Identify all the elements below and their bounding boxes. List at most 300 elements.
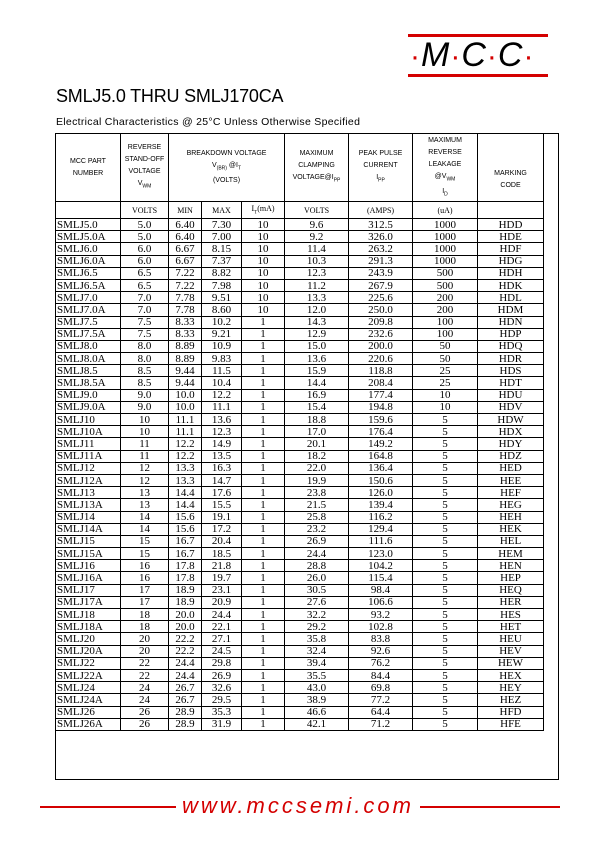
cell-breakdown-max: 13.6 bbox=[202, 414, 242, 426]
cell-standoff-voltage: 8.0 bbox=[121, 340, 169, 352]
cell-marking-code: HEZ bbox=[478, 694, 544, 706]
cell-clamping-voltage: 26.9 bbox=[285, 535, 349, 547]
cell-breakdown-max: 9.83 bbox=[202, 353, 242, 365]
cell-clamping-voltage: 13.3 bbox=[285, 292, 349, 304]
cell-test-current: 10 bbox=[242, 267, 285, 279]
cell-part-number: SMLJ18 bbox=[56, 609, 121, 621]
cell-standoff-voltage: 20 bbox=[121, 645, 169, 657]
cell-reverse-leakage: 5 bbox=[413, 462, 478, 474]
cell-standoff-voltage: 8.5 bbox=[121, 377, 169, 389]
table-row bbox=[56, 499, 544, 511]
cell-standoff-voltage: 9.0 bbox=[121, 401, 169, 413]
cell-part-number: SMLJ7.0A bbox=[56, 304, 121, 316]
cell-test-current: 1 bbox=[242, 316, 285, 328]
cell-marking-code: HDP bbox=[478, 328, 544, 340]
table-row bbox=[56, 523, 544, 535]
cell-peak-pulse-current: 83.8 bbox=[349, 633, 413, 645]
cell-breakdown-max: 16.3 bbox=[202, 462, 242, 474]
cell-clamping-voltage: 32.2 bbox=[285, 609, 349, 621]
cell-marking-code: HEH bbox=[478, 511, 544, 523]
cell-breakdown-max: 26.9 bbox=[202, 669, 242, 681]
table-row bbox=[56, 657, 544, 669]
cell-breakdown-min: 13.3 bbox=[169, 474, 202, 486]
table-row bbox=[56, 255, 544, 267]
cell-reverse-leakage: 5 bbox=[413, 426, 478, 438]
cell-reverse-leakage: 5 bbox=[413, 487, 478, 499]
cell-part-number: SMLJ14 bbox=[56, 511, 121, 523]
cell-part-number: SMLJ13A bbox=[56, 499, 121, 511]
header-breakdown-voltage: BREAKDOWN VOLTAGE $V_{(BR)}$ $@I_T$ (VOLTS) bbox=[169, 134, 285, 202]
cell-test-current: 10 bbox=[242, 255, 285, 267]
cell-clamping-voltage: 35.5 bbox=[285, 669, 349, 681]
cell-part-number: SMLJ20A bbox=[56, 645, 121, 657]
cell-marking-code: HDN bbox=[478, 316, 544, 328]
header-part-number: MCC PART NUMBER bbox=[56, 134, 121, 202]
table-row bbox=[56, 462, 544, 474]
cell-part-number: SMLJ10A bbox=[56, 426, 121, 438]
cell-breakdown-max: 32.6 bbox=[202, 682, 242, 694]
cell-breakdown-max: 9.51 bbox=[202, 292, 242, 304]
cell-peak-pulse-current: 220.6 bbox=[349, 353, 413, 365]
table-row bbox=[56, 511, 544, 523]
cell-clamping-voltage: 29.2 bbox=[285, 621, 349, 633]
cell-peak-pulse-current: 267.9 bbox=[349, 279, 413, 291]
cell-breakdown-min: 20.0 bbox=[169, 621, 202, 633]
cell-breakdown-min: 26.7 bbox=[169, 682, 202, 694]
cell-reverse-leakage: 5 bbox=[413, 584, 478, 596]
cell-marking-code: HER bbox=[478, 596, 544, 608]
cell-test-current: 1 bbox=[242, 609, 285, 621]
cell-marking-code: HEY bbox=[478, 682, 544, 694]
cell-clamping-voltage: 27.6 bbox=[285, 596, 349, 608]
cell-standoff-voltage: 22 bbox=[121, 669, 169, 681]
cell-breakdown-min: 7.78 bbox=[169, 292, 202, 304]
cell-clamping-voltage: 11.2 bbox=[285, 279, 349, 291]
cell-test-current: 1 bbox=[242, 548, 285, 560]
cell-breakdown-min: 6.40 bbox=[169, 231, 202, 243]
cell-standoff-voltage: 8.0 bbox=[121, 353, 169, 365]
logo-text: ·M·C·C· bbox=[410, 36, 535, 74]
unit-part bbox=[56, 202, 121, 219]
cell-standoff-voltage: 9.0 bbox=[121, 389, 169, 401]
cell-standoff-voltage: 22 bbox=[121, 657, 169, 669]
table-row bbox=[56, 340, 544, 352]
cell-marking-code: HDG bbox=[478, 255, 544, 267]
cell-reverse-leakage: 50 bbox=[413, 340, 478, 352]
cell-standoff-voltage: 8.5 bbox=[121, 365, 169, 377]
cell-marking-code: HDH bbox=[478, 267, 544, 279]
cell-marking-code: HDU bbox=[478, 389, 544, 401]
cell-reverse-leakage: 50 bbox=[413, 353, 478, 365]
cell-breakdown-max: 22.1 bbox=[202, 621, 242, 633]
cell-peak-pulse-current: 243.9 bbox=[349, 267, 413, 279]
cell-test-current: 1 bbox=[242, 669, 285, 681]
cell-peak-pulse-current: 312.5 bbox=[349, 219, 413, 231]
cell-part-number: SMLJ8.0A bbox=[56, 353, 121, 365]
cell-breakdown-min: 18.9 bbox=[169, 584, 202, 596]
cell-test-current: 1 bbox=[242, 401, 285, 413]
cell-peak-pulse-current: 225.6 bbox=[349, 292, 413, 304]
cell-marking-code: HES bbox=[478, 609, 544, 621]
cell-test-current: 10 bbox=[242, 279, 285, 291]
cell-clamping-voltage: 32.4 bbox=[285, 645, 349, 657]
cell-part-number: SMLJ24 bbox=[56, 682, 121, 694]
cell-reverse-leakage: 10 bbox=[413, 401, 478, 413]
cell-peak-pulse-current: 98.4 bbox=[349, 584, 413, 596]
cell-part-number: SMLJ14A bbox=[56, 523, 121, 535]
cell-reverse-leakage: 5 bbox=[413, 523, 478, 535]
header-row bbox=[56, 134, 544, 202]
cell-breakdown-min: 9.44 bbox=[169, 365, 202, 377]
cell-reverse-leakage: 5 bbox=[413, 682, 478, 694]
cell-marking-code: HEN bbox=[478, 560, 544, 572]
cell-part-number: SMLJ10 bbox=[56, 414, 121, 426]
cell-clamping-voltage: 12.3 bbox=[285, 267, 349, 279]
cell-part-number: SMLJ26 bbox=[56, 706, 121, 718]
cell-standoff-voltage: 7.0 bbox=[121, 292, 169, 304]
cell-peak-pulse-current: 209.8 bbox=[349, 316, 413, 328]
cell-peak-pulse-current: 177.4 bbox=[349, 389, 413, 401]
page-title: SMLJ5.0 THRU SMLJ170CA bbox=[56, 86, 284, 106]
cell-part-number: SMLJ6.5A bbox=[56, 279, 121, 291]
cell-breakdown-max: 13.5 bbox=[202, 450, 242, 462]
cell-peak-pulse-current: 64.4 bbox=[349, 706, 413, 718]
units-row bbox=[56, 202, 544, 219]
table-row bbox=[56, 633, 544, 645]
cell-part-number: SMLJ9.0A bbox=[56, 401, 121, 413]
cell-reverse-leakage: 5 bbox=[413, 414, 478, 426]
unit-min: MIN bbox=[169, 202, 202, 219]
cell-breakdown-max: 24.5 bbox=[202, 645, 242, 657]
cell-test-current: 1 bbox=[242, 560, 285, 572]
cell-part-number: SMLJ18A bbox=[56, 621, 121, 633]
cell-part-number: SMLJ22A bbox=[56, 669, 121, 681]
cell-peak-pulse-current: 291.3 bbox=[349, 255, 413, 267]
cell-clamping-voltage: 22.0 bbox=[285, 462, 349, 474]
cell-marking-code: HEF bbox=[478, 487, 544, 499]
cell-clamping-voltage: 35.8 bbox=[285, 633, 349, 645]
table-row bbox=[56, 694, 544, 706]
cell-breakdown-min: 15.6 bbox=[169, 511, 202, 523]
cell-breakdown-max: 35.3 bbox=[202, 706, 242, 718]
cell-test-current: 10 bbox=[242, 243, 285, 255]
cell-peak-pulse-current: 208.4 bbox=[349, 377, 413, 389]
cell-breakdown-max: 7.37 bbox=[202, 255, 242, 267]
cell-breakdown-min: 6.67 bbox=[169, 243, 202, 255]
cell-part-number: SMLJ11A bbox=[56, 450, 121, 462]
table-row bbox=[56, 645, 544, 657]
cell-marking-code: HEX bbox=[478, 669, 544, 681]
cell-part-number: SMLJ6.5 bbox=[56, 267, 121, 279]
logo-letter-c1: C bbox=[461, 36, 487, 74]
cell-breakdown-max: 10.2 bbox=[202, 316, 242, 328]
cell-breakdown-min: 16.7 bbox=[169, 535, 202, 547]
cell-standoff-voltage: 14 bbox=[121, 523, 169, 535]
cell-peak-pulse-current: 326.0 bbox=[349, 231, 413, 243]
cell-breakdown-max: 12.3 bbox=[202, 426, 242, 438]
cell-part-number: SMLJ15 bbox=[56, 535, 121, 547]
cell-test-current: 1 bbox=[242, 438, 285, 450]
cell-test-current: 1 bbox=[242, 474, 285, 486]
unit-marking bbox=[478, 202, 544, 219]
unit-max: MAX bbox=[202, 202, 242, 219]
cell-part-number: SMLJ17A bbox=[56, 596, 121, 608]
table-row bbox=[56, 596, 544, 608]
cell-clamping-voltage: 25.8 bbox=[285, 511, 349, 523]
cell-clamping-voltage: 18.2 bbox=[285, 450, 349, 462]
cell-clamping-voltage: 10.3 bbox=[285, 255, 349, 267]
cell-breakdown-max: 19.7 bbox=[202, 572, 242, 584]
footer-url[interactable]: www.mccsemi.com bbox=[176, 792, 420, 820]
cell-breakdown-max: 23.1 bbox=[202, 584, 242, 596]
table-row bbox=[56, 682, 544, 694]
cell-breakdown-min: 7.22 bbox=[169, 267, 202, 279]
cell-standoff-voltage: 6.5 bbox=[121, 267, 169, 279]
cell-breakdown-min: 18.9 bbox=[169, 596, 202, 608]
cell-reverse-leakage: 5 bbox=[413, 669, 478, 681]
cell-reverse-leakage: 5 bbox=[413, 572, 478, 584]
cell-clamping-voltage: 19.9 bbox=[285, 474, 349, 486]
cell-peak-pulse-current: 126.0 bbox=[349, 487, 413, 499]
cell-reverse-leakage: 5 bbox=[413, 694, 478, 706]
cell-clamping-voltage: 15.0 bbox=[285, 340, 349, 352]
cell-clamping-voltage: 9.6 bbox=[285, 219, 349, 231]
cell-standoff-voltage: 12 bbox=[121, 462, 169, 474]
cell-reverse-leakage: 5 bbox=[413, 548, 478, 560]
cell-marking-code: HEM bbox=[478, 548, 544, 560]
cell-marking-code: HDL bbox=[478, 292, 544, 304]
cell-marking-code: HDT bbox=[478, 377, 544, 389]
cell-reverse-leakage: 1000 bbox=[413, 243, 478, 255]
table-row bbox=[56, 706, 544, 718]
table-row bbox=[56, 365, 544, 377]
cell-breakdown-max: 7.00 bbox=[202, 231, 242, 243]
cell-reverse-leakage: 5 bbox=[413, 438, 478, 450]
cell-breakdown-max: 17.2 bbox=[202, 523, 242, 535]
table-row bbox=[56, 438, 544, 450]
cell-standoff-voltage: 10 bbox=[121, 426, 169, 438]
table-row bbox=[56, 231, 544, 243]
cell-breakdown-min: 9.44 bbox=[169, 377, 202, 389]
cell-test-current: 1 bbox=[242, 718, 285, 730]
table-row bbox=[56, 572, 544, 584]
cell-reverse-leakage: 5 bbox=[413, 706, 478, 718]
table-row bbox=[56, 535, 544, 547]
cell-breakdown-min: 14.4 bbox=[169, 499, 202, 511]
cell-peak-pulse-current: 159.6 bbox=[349, 414, 413, 426]
logo-bottom-bar bbox=[408, 74, 548, 77]
unit-it: $I_T(mA)$ bbox=[242, 202, 285, 219]
cell-breakdown-min: 14.4 bbox=[169, 487, 202, 499]
cell-clamping-voltage: 12.0 bbox=[285, 304, 349, 316]
table-row bbox=[56, 474, 544, 486]
cell-peak-pulse-current: 164.8 bbox=[349, 450, 413, 462]
cell-reverse-leakage: 5 bbox=[413, 596, 478, 608]
table-row bbox=[56, 304, 544, 316]
cell-clamping-voltage: 15.4 bbox=[285, 401, 349, 413]
cell-reverse-leakage: 10 bbox=[413, 389, 478, 401]
cell-marking-code: HDX bbox=[478, 426, 544, 438]
cell-breakdown-max: 20.4 bbox=[202, 535, 242, 547]
cell-standoff-voltage: 16 bbox=[121, 572, 169, 584]
cell-part-number: SMLJ8.5A bbox=[56, 377, 121, 389]
cell-clamping-voltage: 11.4 bbox=[285, 243, 349, 255]
table-row bbox=[56, 377, 544, 389]
cell-test-current: 1 bbox=[242, 657, 285, 669]
cell-standoff-voltage: 24 bbox=[121, 682, 169, 694]
cell-peak-pulse-current: 92.6 bbox=[349, 645, 413, 657]
cell-clamping-voltage: 15.9 bbox=[285, 365, 349, 377]
cell-test-current: 1 bbox=[242, 377, 285, 389]
cell-clamping-voltage: 43.0 bbox=[285, 682, 349, 694]
cell-breakdown-min: 8.89 bbox=[169, 340, 202, 352]
cell-peak-pulse-current: 71.2 bbox=[349, 718, 413, 730]
characteristics-table bbox=[55, 133, 544, 731]
table-row bbox=[56, 328, 544, 340]
cell-part-number: SMLJ8.0 bbox=[56, 340, 121, 352]
cell-marking-code: HEW bbox=[478, 657, 544, 669]
cell-standoff-voltage: 10 bbox=[121, 414, 169, 426]
unit-leakage: (uA) bbox=[413, 202, 478, 219]
cell-marking-code: HDE bbox=[478, 231, 544, 243]
cell-breakdown-min: 17.8 bbox=[169, 572, 202, 584]
table-row bbox=[56, 560, 544, 572]
cell-peak-pulse-current: 115.4 bbox=[349, 572, 413, 584]
cell-breakdown-max: 31.9 bbox=[202, 718, 242, 730]
cell-peak-pulse-current: 123.0 bbox=[349, 548, 413, 560]
cell-breakdown-max: 9.21 bbox=[202, 328, 242, 340]
table-row bbox=[56, 243, 544, 255]
cell-test-current: 1 bbox=[242, 572, 285, 584]
cell-part-number: SMLJ12 bbox=[56, 462, 121, 474]
cell-breakdown-min: 10.0 bbox=[169, 389, 202, 401]
cell-part-number: SMLJ7.5A bbox=[56, 328, 121, 340]
cell-part-number: SMLJ7.5 bbox=[56, 316, 121, 328]
cell-peak-pulse-current: 84.4 bbox=[349, 669, 413, 681]
cell-breakdown-min: 20.0 bbox=[169, 609, 202, 621]
header-peak-pulse-current: PEAK PULSE CURRENT $I_{PP}$ bbox=[349, 134, 413, 202]
cell-test-current: 1 bbox=[242, 682, 285, 694]
cell-marking-code: HDM bbox=[478, 304, 544, 316]
cell-peak-pulse-current: 69.8 bbox=[349, 682, 413, 694]
cell-standoff-voltage: 17 bbox=[121, 596, 169, 608]
cell-part-number: SMLJ22 bbox=[56, 657, 121, 669]
cell-breakdown-min: 24.4 bbox=[169, 657, 202, 669]
cell-standoff-voltage: 15 bbox=[121, 548, 169, 560]
cell-breakdown-min: 10.0 bbox=[169, 401, 202, 413]
cell-marking-code: HDW bbox=[478, 414, 544, 426]
cell-breakdown-min: 8.33 bbox=[169, 316, 202, 328]
cell-reverse-leakage: 5 bbox=[413, 511, 478, 523]
cell-clamping-voltage: 17.0 bbox=[285, 426, 349, 438]
cell-breakdown-min: 12.2 bbox=[169, 450, 202, 462]
table-row bbox=[56, 669, 544, 681]
cell-test-current: 1 bbox=[242, 426, 285, 438]
cell-clamping-voltage: 21.5 bbox=[285, 499, 349, 511]
cell-test-current: 1 bbox=[242, 706, 285, 718]
cell-peak-pulse-current: 263.2 bbox=[349, 243, 413, 255]
cell-peak-pulse-current: 129.4 bbox=[349, 523, 413, 535]
cell-test-current: 1 bbox=[242, 365, 285, 377]
cell-clamping-voltage: 9.2 bbox=[285, 231, 349, 243]
cell-test-current: 1 bbox=[242, 645, 285, 657]
cell-part-number: SMLJ6.0 bbox=[56, 243, 121, 255]
cell-standoff-voltage: 18 bbox=[121, 621, 169, 633]
cell-peak-pulse-current: 136.4 bbox=[349, 462, 413, 474]
table-row bbox=[56, 426, 544, 438]
cell-clamping-voltage: 23.8 bbox=[285, 487, 349, 499]
cell-marking-code: HDR bbox=[478, 353, 544, 365]
cell-peak-pulse-current: 106.6 bbox=[349, 596, 413, 608]
cell-standoff-voltage: 20 bbox=[121, 633, 169, 645]
cell-part-number: SMLJ5.0 bbox=[56, 219, 121, 231]
cell-standoff-voltage: 6.5 bbox=[121, 279, 169, 291]
cell-breakdown-max: 24.4 bbox=[202, 609, 242, 621]
cell-standoff-voltage: 12 bbox=[121, 474, 169, 486]
cell-peak-pulse-current: 150.6 bbox=[349, 474, 413, 486]
cell-test-current: 1 bbox=[242, 535, 285, 547]
cell-peak-pulse-current: 200.0 bbox=[349, 340, 413, 352]
cell-standoff-voltage: 18 bbox=[121, 609, 169, 621]
cell-marking-code: HDY bbox=[478, 438, 544, 450]
cell-clamping-voltage: 24.4 bbox=[285, 548, 349, 560]
cell-peak-pulse-current: 139.4 bbox=[349, 499, 413, 511]
cell-marking-code: HEK bbox=[478, 523, 544, 535]
cell-breakdown-min: 13.3 bbox=[169, 462, 202, 474]
logo-letter-m: M bbox=[421, 36, 451, 74]
cell-breakdown-max: 11.1 bbox=[202, 401, 242, 413]
cell-clamping-voltage: 30.5 bbox=[285, 584, 349, 596]
cell-marking-code: HET bbox=[478, 621, 544, 633]
cell-breakdown-max: 19.1 bbox=[202, 511, 242, 523]
header-standoff-voltage: REVERSE STAND-OFF VOLTAGE $V_{WM}$ bbox=[121, 134, 169, 202]
cell-marking-code: HDF bbox=[478, 243, 544, 255]
cell-breakdown-min: 24.4 bbox=[169, 669, 202, 681]
cell-standoff-voltage: 15 bbox=[121, 535, 169, 547]
cell-part-number: SMLJ16A bbox=[56, 572, 121, 584]
cell-breakdown-min: 11.1 bbox=[169, 414, 202, 426]
cell-reverse-leakage: 500 bbox=[413, 279, 478, 291]
cell-breakdown-min: 15.6 bbox=[169, 523, 202, 535]
cell-breakdown-max: 29.5 bbox=[202, 694, 242, 706]
cell-breakdown-min: 6.40 bbox=[169, 219, 202, 231]
cell-standoff-voltage: 6.0 bbox=[121, 255, 169, 267]
cell-peak-pulse-current: 77.2 bbox=[349, 694, 413, 706]
table-row bbox=[56, 292, 544, 304]
cell-breakdown-max: 8.60 bbox=[202, 304, 242, 316]
cell-peak-pulse-current: 76.2 bbox=[349, 657, 413, 669]
cell-part-number: SMLJ15A bbox=[56, 548, 121, 560]
table-row bbox=[56, 267, 544, 279]
cell-reverse-leakage: 5 bbox=[413, 474, 478, 486]
cell-breakdown-min: 22.2 bbox=[169, 645, 202, 657]
footer bbox=[0, 792, 596, 820]
table-row bbox=[56, 487, 544, 499]
unit-standoff: VOLTS bbox=[121, 202, 169, 219]
cell-reverse-leakage: 5 bbox=[413, 657, 478, 669]
cell-peak-pulse-current: 194.8 bbox=[349, 401, 413, 413]
cell-peak-pulse-current: 232.6 bbox=[349, 328, 413, 340]
cell-marking-code: HDD bbox=[478, 219, 544, 231]
cell-marking-code: HDZ bbox=[478, 450, 544, 462]
cell-breakdown-max: 27.1 bbox=[202, 633, 242, 645]
cell-marking-code: HFE bbox=[478, 718, 544, 730]
cell-breakdown-max: 7.98 bbox=[202, 279, 242, 291]
cell-marking-code: HEQ bbox=[478, 584, 544, 596]
cell-part-number: SMLJ6.0A bbox=[56, 255, 121, 267]
cell-standoff-voltage: 17 bbox=[121, 584, 169, 596]
cell-test-current: 1 bbox=[242, 621, 285, 633]
